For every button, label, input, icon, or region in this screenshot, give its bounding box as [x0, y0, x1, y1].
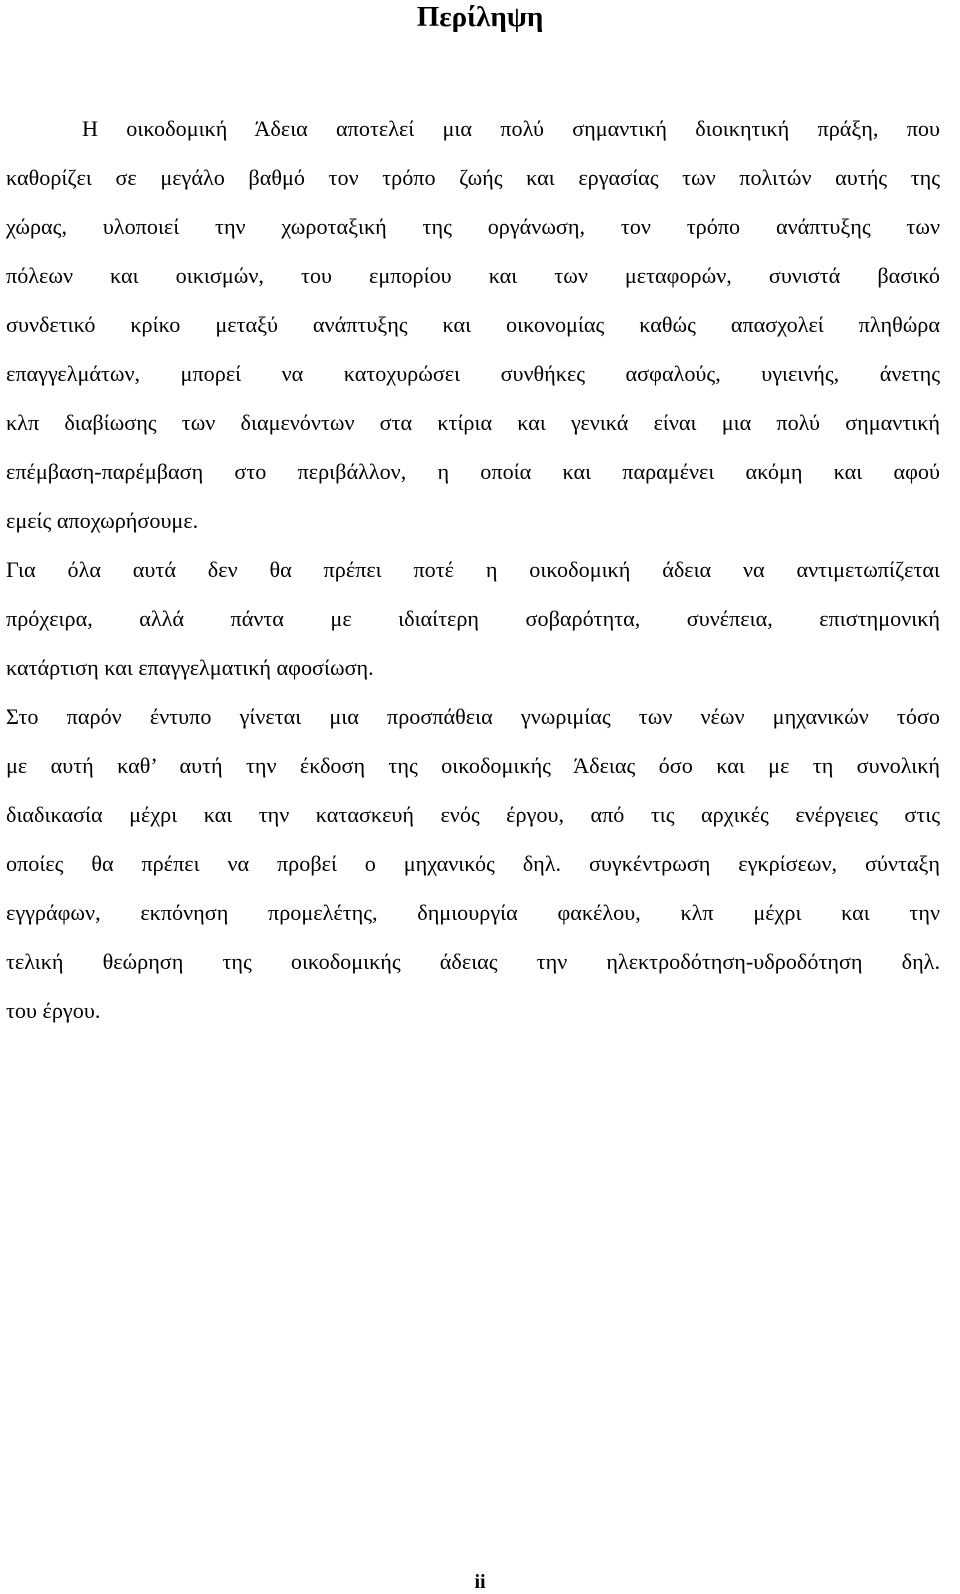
paragraph-2: [6, 545, 940, 692]
text-line: Η οικοδομική Άδεια αποτελεί μια πολύ σημαντική διοικητική πράξη, που: [82, 116, 940, 141]
text-line: πρόχειρα, αλλά πάντα με ιδιαίτερη σοβαρότητα, συνέπεια, επιστημονική: [6, 606, 940, 631]
text-line: πόλεων και οικισμών, του εμπορίου και των μεταφορών, συνιστά βασικό: [6, 263, 940, 288]
text-line: επαγγελμάτων, μπορεί να κατοχυρώσει συνθήκες ασφαλούς, υγιεινής, άνετης: [6, 361, 940, 386]
text-line: εγγράφων, εκπόνηση προμελέτης, δημιουργία φακέλου, κλπ μέχρι και την: [6, 900, 940, 925]
paragraph-1: [6, 104, 940, 545]
text-line: κατάρτιση και επαγγελματική αφοσίωση.: [6, 655, 374, 680]
text-line: με αυτή καθ’ αυτή την έκδοση της οικοδομικής Άδειας όσο και με τη συνολική: [6, 753, 940, 778]
text-line: τελική θεώρηση της οικοδομικής άδειας την ηλεκτροδότηση-υδροδότηση δηλ.: [6, 949, 940, 974]
text-line: καθορίζει σε μεγάλο βαθμό τον τρόπο ζωής και εργασίας των πολιτών αυτής της: [6, 165, 940, 190]
text-line: Για όλα αυτά δεν θα πρέπει ποτέ η οικοδομική άδεια να αντιμετωπίζεται: [6, 557, 940, 582]
page-number: ii: [474, 1571, 486, 1593]
text-line: του έργου.: [6, 998, 101, 1023]
summary-body: [6, 104, 940, 1035]
text-line: Στο παρόν έντυπο γίνεται μια προσπάθεια γνωριμίας των νέων μηχανικών τόσο: [6, 704, 940, 729]
page-title: Περίληψη: [416, 1, 544, 33]
text-line: χώρας, υλοποιεί την χωροταξική της οργάνωση, τον τρόπο ανάπτυξης των: [6, 214, 940, 239]
text-line: επέμβαση-παρέμβαση στο περιβάλλον, η οποία και παραμένει ακόμη και αφού: [6, 459, 940, 484]
text-line: συνδετικό κρίκο μεταξύ ανάπτυξης και οικονομίας καθώς απασχολεί πληθώρα: [6, 312, 940, 337]
text-line: οποίες θα πρέπει να προβεί ο μηχανικός δηλ. συγκέντρωση εγκρίσεων, σύνταξη: [6, 851, 940, 876]
text-line: κλπ διαβίωσης των διαμενόντων στα κτίρια και γενικά είναι μια πολύ σημαντική: [6, 410, 940, 435]
text-line: διαδικασία μέχρι και την κατασκευή ενός έργου, από τις αρχικές ενέργειες στις: [6, 802, 940, 827]
text-line: εμείς αποχωρήσουμε.: [6, 508, 199, 533]
paragraph-3: [6, 692, 940, 1035]
